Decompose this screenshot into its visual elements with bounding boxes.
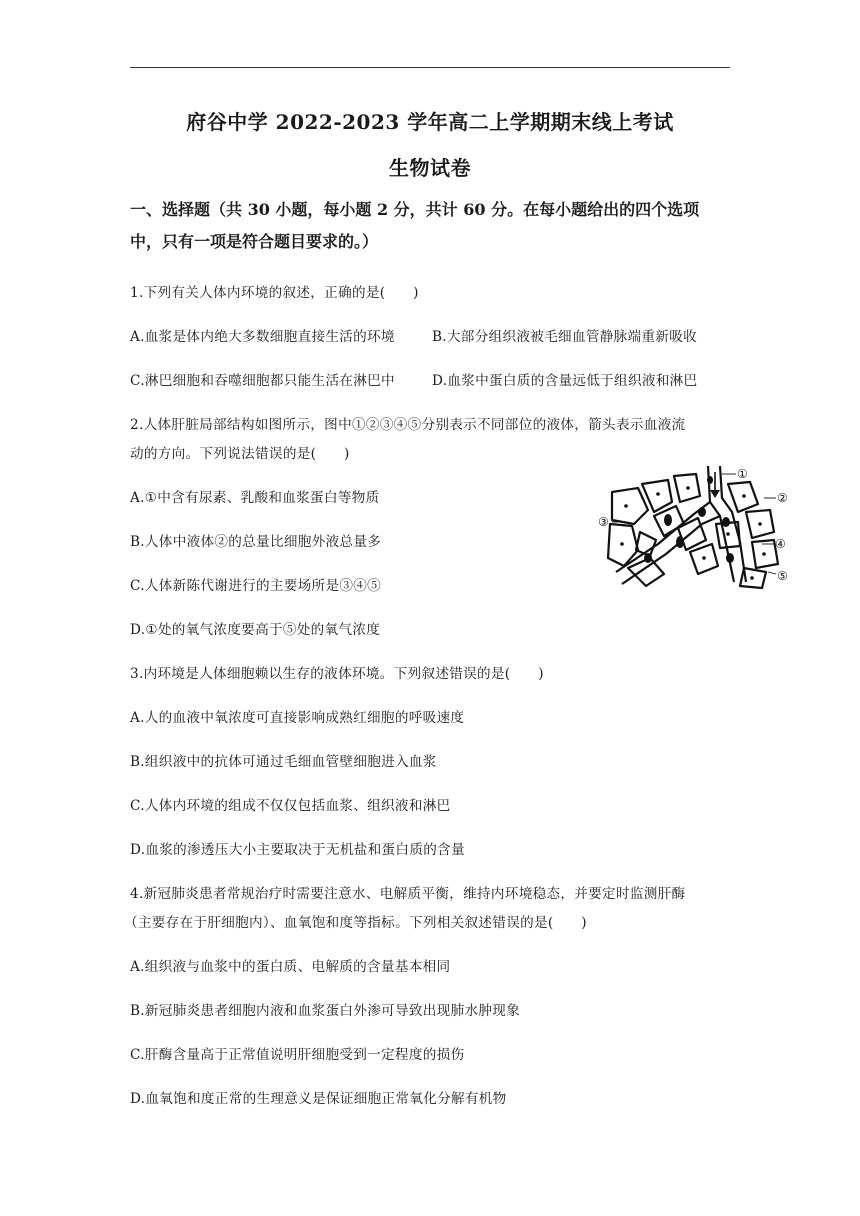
question-4-option-c: C.肝酶含量高于正常值说明肝细胞受到一定程度的损伤	[130, 1047, 465, 1063]
question-1-option-a: A.血浆是体内绝大多数细胞直接生活的环境	[130, 329, 395, 345]
section-heading	[130, 194, 734, 258]
header-rule	[130, 67, 730, 68]
question-1-option-c: C.淋巴细胞和吞噬细胞都只能生活在淋巴中	[130, 373, 395, 389]
question-4-option-a: A.组织液与血浆中的蛋白质、电解质的含量基本相同	[130, 959, 451, 975]
question-3-option-d: D.血浆的渗透压大小主要取决于无机盐和蛋白质的含量	[130, 842, 465, 858]
diagram-label-3: ③	[598, 515, 609, 529]
section-heading-line-1: 一、选择题（共 30 小题，每小题 2 分，共计 60 分。在每小题给出的四个选项	[130, 200, 700, 219]
question-4-option-b: B.新冠肺炎患者细胞内液和血浆蛋白外渗可导致出现肺水肿现象	[130, 1003, 521, 1019]
question-4-stem-line-2: （主要存在于肝细胞内）、血氧饱和度等指标。下列相关叙述错误的是( )	[124, 915, 587, 931]
question-2-stem-line-2: 动的方向。下列说法错误的是( )	[130, 446, 350, 462]
question-2-option-d: D.①处的氧气浓度要高于⑤处的氧气浓度	[130, 622, 381, 638]
question-2-option-b: B.人体中液体②的总量比细胞外液总量多	[130, 534, 382, 550]
diagram-label-2: ②	[777, 491, 788, 505]
question-4-stem-line-1: 4.新冠肺炎患者常规治疗时需要注意水、电解质平衡，维持内环境稳态，并要定时监测肝酶	[130, 886, 686, 902]
question-3-option-b: B.组织液中的抗体可通过毛细血管壁细胞进入血浆	[130, 754, 437, 770]
diagram-label-5: ⑤	[777, 569, 788, 583]
question-1-option-b: B.大部分组织液被毛细血管静脉端重新吸收	[432, 329, 697, 345]
question-1-option-d: D.血浆中蛋白质的含量远低于组织液和淋巴	[432, 373, 698, 389]
question-2-stem-line-1: 2.人体肝脏局部结构如图所示，图中①②③④⑤分别表示不同部位的液体，箭头表示血液流	[130, 417, 686, 433]
diagram-label-1: ①	[737, 467, 748, 481]
question-3-option-c: C.人体内环境的组成不仅仅包括血浆、组织液和淋巴	[130, 798, 451, 814]
question-2-option-c: C.人体新陈代谢进行的主要场所是③④⑤	[130, 578, 382, 594]
question-3-stem: 3.内环境是人体细胞赖以生存的液体环境。下列叙述错误的是( )	[130, 666, 544, 682]
question-1-stem: 1.下列有关人体内环境的叙述，正确的是( )	[130, 285, 419, 301]
exam-subtitle: 生物试卷	[389, 156, 471, 180]
question-2-option-a: A.①中含有尿素、乳酸和血浆蛋白等物质	[130, 490, 380, 506]
diagram-label-4: ④	[775, 537, 786, 551]
question-4-option-d: D.血氧饱和度正常的生理意义是保证细胞正常氧化分解有机物	[130, 1091, 507, 1107]
question-3-option-a: A.人的血液中氧浓度可直接影响成熟红细胞的呼吸速度	[130, 710, 465, 726]
exam-title: 府谷中学 2022-2023 学年高二上学期期末线上考试	[186, 110, 674, 134]
section-heading-line-2: 中，只有一项是符合题目要求的。）	[130, 232, 379, 251]
liver-structure-diagram	[598, 462, 794, 590]
